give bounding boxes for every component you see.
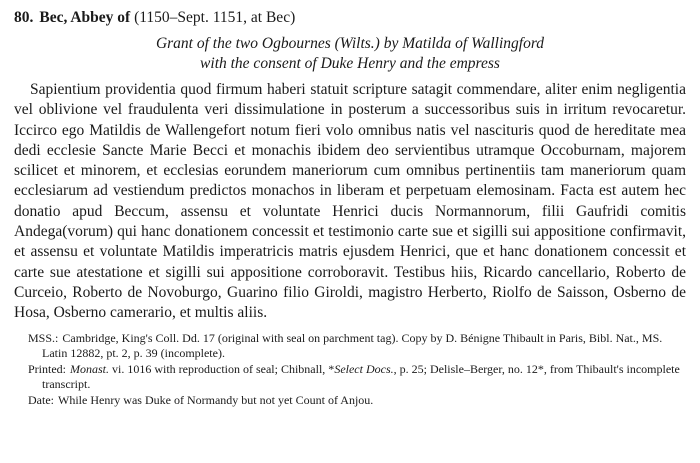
note-printed-monast: Monast. [70,361,109,376]
note-mss-text: Cambridge, King's Coll. Dd. 17 (original with seal on parchment tag). Copy by D. Bénigne Thibault in Paris, Bibl. Nat., MS. Latin 12882, pt. 2, p. 39 (incomplete). [42,330,663,361]
note-mss-label: MSS.: [28,330,59,345]
apparatus-notes [14,331,686,409]
note-printed-text-b: , p. 25; Delisle–Berger, no. 12*, from Thibault's incomplete transcript. [42,361,680,392]
note-printed-select: Select Docs. [334,361,394,376]
entry-heading [14,8,686,28]
charter-text: Sapientium providentia quod firmum haberi statuit scripture satagit commendare, aliter enim negligentia vel oblivione vel fraudulenta veri dissimulatione in posterum a successoribus suis in irritum revocaretur. Iccirco ego Matildis de Wallengefort notum fieri volo omnibus natis vel nascituris quod de hereditate mea dedi ecclesie Sancte Marie Becci et monachis ibidem deo servientibus utramque Occoburnam, majorem scilicet et minorem, et ecclesias eorundem maneriorum cum omnibus pertinentiis tam maneriorum quam ecclesiarum ad vestiendum predictos monachos in liberam et perpetuam elemosinam. Facta est autem hec donatio apud Beccum, assensu et voluntate Henrici ducis Normannorum, filii Gaufridi comitis Andega(vorum) qui hanc donationem concessit et testimonio carte sue et sigilli sui appositione confirmavit, et assensu et voluntate Matildis imperatricis matris ejusdem Henrici, que et hanc donationem concessit et carte sue atestatione et sigilli sui appositione corroboravit. Testibus hiis, Ricardo cancellario, Roberto de Curceio, Roberto de Novoburgo, Guarino filio Giroldi, magistro Herberto, Riolfo de Saisson, Osberno de Hosa, Osberno camerario, et multis aliis. [14,81,686,322]
note-date-text: While Henry was Duke of Normandy but not yet Count of Anjou. [58,392,374,407]
subtitle-line-2: with the consent of Duke Henry and the empress [200,55,500,72]
note-mss [28,331,686,362]
note-printed [28,362,686,393]
note-printed-text-a: vi. 1016 with reproduction of seal; Chibnall, * [109,361,335,376]
entry-title: Bec, Abbey of [39,9,131,26]
subtitle-line-1: Grant of the two Ogbournes (Wilts.) by Matilda of Wallingford [155,35,545,52]
note-date-label: Date: [28,392,54,407]
entry-date: (1150–Sept. 1151, at Bec) [134,9,296,26]
entry-subtitle [14,34,686,74]
note-printed-label: Printed: [28,361,66,376]
entry-number: 80. [14,9,34,26]
note-date [28,393,686,409]
